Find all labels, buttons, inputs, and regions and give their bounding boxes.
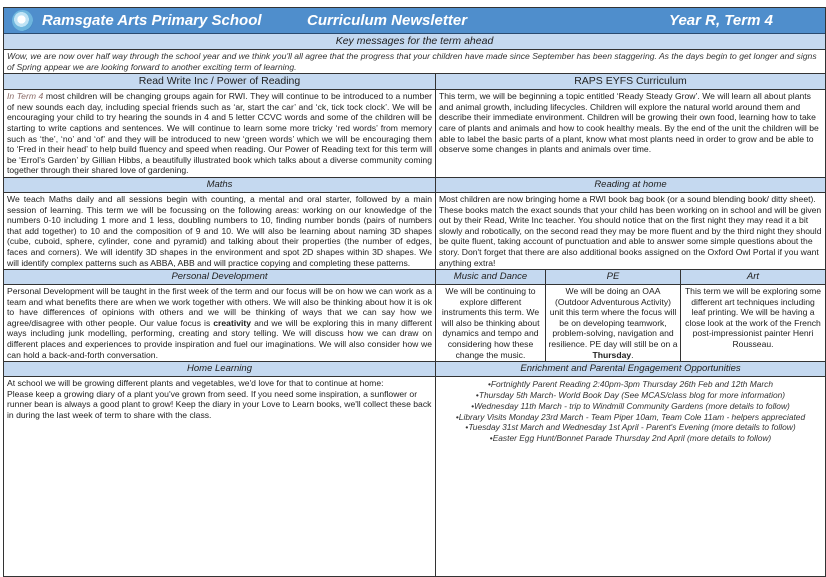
rwi-heading: Read Write Inc / Power of Reading — [4, 74, 435, 90]
music-cell — [436, 270, 546, 361]
key-messages-text: Wow, we are now over half way through the school year and we think you'll all agree that the progress that your children have made since September has been staggering. As the days begin to get longer and signs of Spring appear we are looking forward to another exciting term of learning. — [7, 51, 817, 72]
music-text: We will be continuing to explore different instruments this term. We will also be thinking about dynamics and tempo and considering how these change the music. — [441, 286, 540, 360]
maths-cell — [4, 178, 436, 269]
home-learning-text — [4, 377, 435, 421]
enrichment-cell — [436, 362, 825, 576]
home-learning-cell — [4, 362, 436, 576]
school-logo-icon — [12, 10, 33, 31]
home-learning-heading: Home Learning — [4, 362, 435, 377]
enrichment-list — [436, 377, 825, 446]
event-item: • Tuesday 31st March and Wednesday 1st April - Parent's Evening (more details to follow) — [436, 422, 825, 433]
pe-cell — [546, 270, 681, 361]
event-item: • Fortnightly Parent Reading 2:40pm-3pm Thursday 26th Feb and 12th March — [436, 379, 825, 390]
art-text: This term we will be exploring some different art techniques including leaf printing. We will be having a close look at the work of the French post-impressionist painter Henri Rousseau. — [684, 286, 822, 350]
eyfs-heading: RAPS EYFS Curriculum — [436, 74, 825, 90]
key-messages-heading: Key messages for the term ahead — [4, 34, 825, 50]
pe-end: . — [631, 349, 634, 360]
pd-heading: Personal Development — [4, 270, 435, 285]
home-learning-line-1: At school we will be growing different plants and vegetables, we'd love for that to continue at home: — [7, 378, 384, 389]
pd-text-end: and we will be exploring this in many different ways including junk modelling, performing, creating and story telling. We will discuss how we can draw on different places and experiences to provide inspiration and fuel our imaginations. We will also consider how we can hold a back-and-forth conversation. — [7, 317, 432, 360]
event-item: • Thursday 5th March- World Book Day (See MCAS/class blog for more information) — [436, 390, 825, 401]
pe-heading: PE — [546, 270, 680, 285]
pd-subjects-row — [4, 270, 825, 362]
reading-home-heading: Reading at home — [436, 178, 825, 193]
event-item: • Wednesday 11th March - trip to Windmill Community Gardens (more details to follow) — [436, 401, 825, 412]
key-messages-cell — [4, 34, 825, 73]
document-title: Curriculum Newsletter — [307, 12, 468, 29]
pd-cell — [4, 270, 436, 361]
rwi-text — [4, 90, 435, 177]
school-name: Ramsgate Arts Primary School — [42, 12, 262, 29]
pd-value-focus: creativity — [213, 317, 252, 328]
title-bar — [4, 8, 825, 34]
music-heading: Music and Dance — [436, 270, 545, 285]
maths-reading-row — [4, 178, 825, 270]
pd-text-start: Personal Development will be taught in the first week of the term and our focus will be on how we can work as a team and what benefits there are when we work together with others. We will also be thinking about how it is ok to have differences of opinions with others and we will be thinking of ways that we can say how we agree/disagree with other people. Our value focus is — [7, 286, 432, 328]
event-item: • Library Visits Monday 23rd March - Team Piper 10am, Team Cole 11am - helpers appreciated — [436, 412, 825, 423]
rwi-body: most children will be changing groups again for RWI. They will continue to be introduced to a number of new sounds each day, including special friends such as ‘ar, start the car’ and ‘ck, tick tock clock’. We will be encouraging your child to try hearing the sounds in 4 and 5 letter CCVC words and some of the children will be starting to write captions and sentences. We will continue to learn some more tricky ‘red words’ from memory such as ‘the’, ‘no’ and ‘of’ and they will be introduced to new ‘green words’ which we will be encouraging them to ‘Fred in their head’ to help build fluency and speed when reading. Our Power of Reading text for this term will be ‘Errol’s Garden’ by Gillian Hibbs, a beautifully illustrated book which talks about a diverse community coming together through their shared love of gardening. — [7, 91, 432, 176]
art-heading: Art — [681, 270, 825, 285]
reading-curriculum-row — [4, 74, 825, 178]
pe-day: Thursday — [592, 349, 632, 360]
key-messages-section — [4, 34, 825, 74]
year-term: Year R, Term 4 — [669, 12, 773, 29]
reading-home-text: Most children are now bringing home a RWI book bag book (or a sound blending book/ ditty sheet). These books match the exact sounds that your child has been working on in school and will be given out by their Read, Write Inc teacher. You should notice that on the first night they may read it a bit slowly and robotically, on the second read they may be more fluent and by the third night they should be quite fluent, taking account of punctuation and able to answer some simple questions about the story. Don't forget that there are also additional books assigned on the Oxford Owl Portal if you want anything extra! — [439, 193, 822, 268]
art-cell — [681, 270, 825, 361]
rwi-lead: In Term 4 — [7, 91, 44, 102]
maths-heading: Maths — [4, 178, 435, 193]
event-item: • Easter Egg Hunt/Bonnet Parade Thursday 2nd April (more details to follow) — [436, 433, 825, 444]
home-enrichment-row — [4, 362, 825, 576]
eyfs-text: This term, we will be beginning a topic entitled ‘Ready Steady Grow’. We will learn all about plants and animal growth, including lifecycles. Children will explore the natural world around them and describe their immediate environment. Children will be growing their own food, learning how to take care of plants and animals and how to cook healthy meals. By the end of the unit the children will be able to label the basic parts of a plant, know what most plants need in order to grow and be able to observe some changes in plants and animals over time. — [439, 91, 819, 155]
home-learning-line-2: Please keep a growing diary of a plant you've grown from seed. If you need some inspiration, a sunflower or runner bean is always a good plant to grow! Keep the diary in your Love to Learn books, we'll collect these back in during the last week of term to share with the class. — [7, 388, 432, 421]
newsletter-sheet — [3, 7, 826, 577]
pe-text — [546, 285, 680, 361]
rwi-cell — [4, 74, 436, 177]
eyfs-cell — [436, 74, 825, 177]
maths-text: We teach Maths daily and all sessions begin with counting, a mental and oral starter, followed by a main session of learning. This term we will be focussing on the following areas: working on our knowledge of the numbers 0-10 including 1 more and 1 less, doubling numbers to 10, finding number bonds (pairs of numbers that add together) to 10 and the composition of 9 and 10. We will also be learning about naming 3D shapes (cube, cuboid, sphere, cylinder, cone and pyramid) and talking about their properties (the number of edges, faces and corners). We will identify 3D shapes in the environment and spot 2D shapes within 3D shapes. We will identify complex patterns such as ABBA, ABB and will practice copying and completing these patterns. — [7, 193, 432, 268]
enrichment-heading: Enrichment and Parental Engagement Opportunities — [436, 362, 825, 377]
reading-home-cell — [436, 178, 825, 269]
pd-text — [4, 285, 435, 361]
pe-body: We will be doing an OAA (Outdoor Adventurous Activity) unit this term where the focus will be on developing teamwork, problem-solving, navigation and resilience. PE day will still be on a — [548, 286, 678, 350]
